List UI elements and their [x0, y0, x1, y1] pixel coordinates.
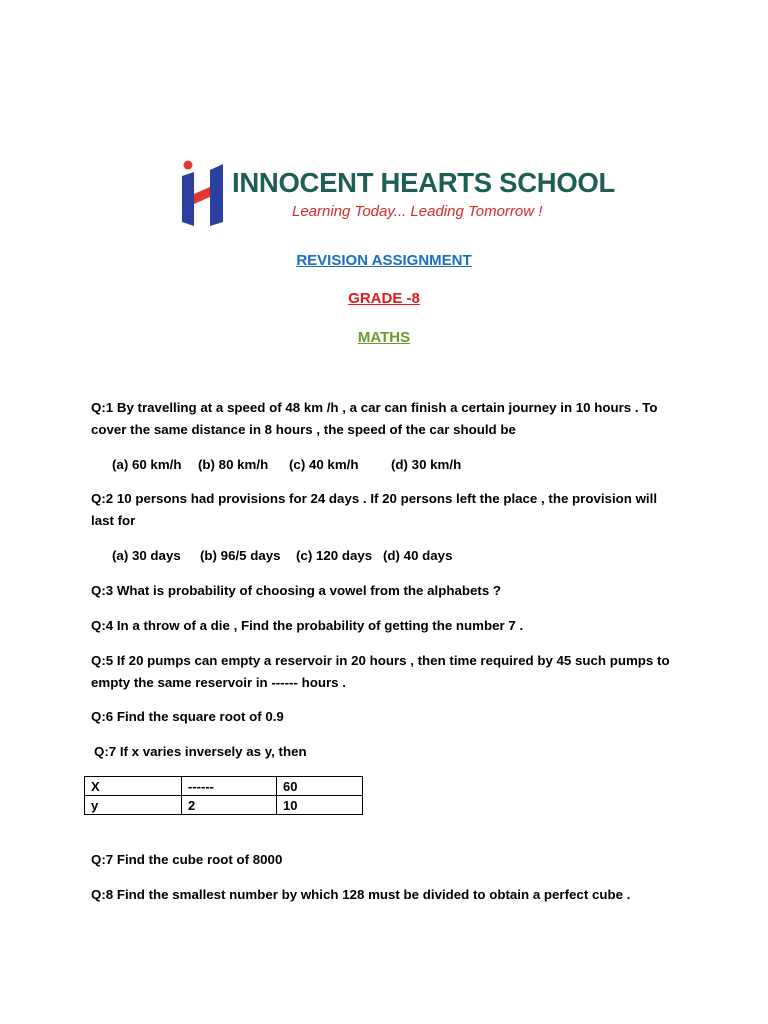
- q1-option-d: (d) 30 km/h: [391, 457, 462, 472]
- q2-option-c: (c) 120 days: [296, 548, 373, 563]
- table-row: [85, 796, 363, 815]
- table-cell: 60: [277, 777, 363, 796]
- ih-monogram-logo-icon: [180, 160, 226, 226]
- question-5-line-2: empty the same reservoir in ------ hours .: [91, 675, 346, 690]
- q1-option-a: (a) 60 km/h: [112, 457, 182, 472]
- q1-option-b: (b) 80 km/h: [198, 457, 269, 472]
- question-7: Q:7 If x varies inversely as y, then: [94, 744, 307, 759]
- question-2-line-1: Q:2 10 persons had provisions for 24 days . If 20 persons left the place , the provision will: [91, 491, 658, 506]
- assignment-title: REVISION ASSIGNMENT: [296, 252, 472, 269]
- q2-option-b: (b) 96/5 days: [200, 548, 281, 563]
- q2-option-d: (d) 40 days: [383, 548, 453, 563]
- table-cell: 10: [277, 796, 363, 815]
- q1-option-c: (c) 40 km/h: [289, 457, 359, 472]
- table-row: [85, 777, 363, 796]
- question-5: [91, 650, 670, 694]
- question-4: Q:4 In a throw of a die , Find the probability of getting the number 7 .: [91, 618, 524, 633]
- question-6: Q:6 Find the square root of 0.9: [91, 709, 284, 724]
- table-cell: X: [85, 777, 182, 796]
- question-1: [91, 397, 658, 441]
- table-cell: 2: [182, 796, 277, 815]
- inverse-variation-table: [84, 776, 363, 815]
- question-5-line-1: Q:5 If 20 pumps can empty a reservoir in 20 hours , then time required by 45 such pumps to: [91, 653, 670, 668]
- question-2-line-2: last for: [91, 513, 136, 528]
- table-cell: y: [85, 796, 182, 815]
- grade-title: GRADE -8: [348, 290, 420, 307]
- question-3: Q:3 What is probability of choosing a vowel from the alphabets ?: [91, 583, 502, 598]
- q2-option-a: (a) 30 days: [112, 548, 181, 563]
- question-1-line-1: Q:1 By travelling at a speed of 48 km /h , a car can finish a certain journey in 10 hours . To: [91, 400, 658, 415]
- question-1-line-2: cover the same distance in 8 hours , the speed of the car should be: [91, 422, 516, 437]
- question-2: [91, 488, 657, 532]
- school-tagline: Learning Today... Leading Tomorrow !: [292, 203, 543, 220]
- school-name: INNOCENT HEARTS SCHOOL: [232, 167, 615, 198]
- subject-title: MATHS: [357, 329, 411, 346]
- question-7-cube-root: Q:7 Find the cube root of 8000: [91, 852, 283, 867]
- table-cell: ------: [182, 777, 277, 796]
- question-8: Q:8 Find the smallest number by which 128 must be divided to obtain a perfect cube .: [91, 887, 631, 902]
